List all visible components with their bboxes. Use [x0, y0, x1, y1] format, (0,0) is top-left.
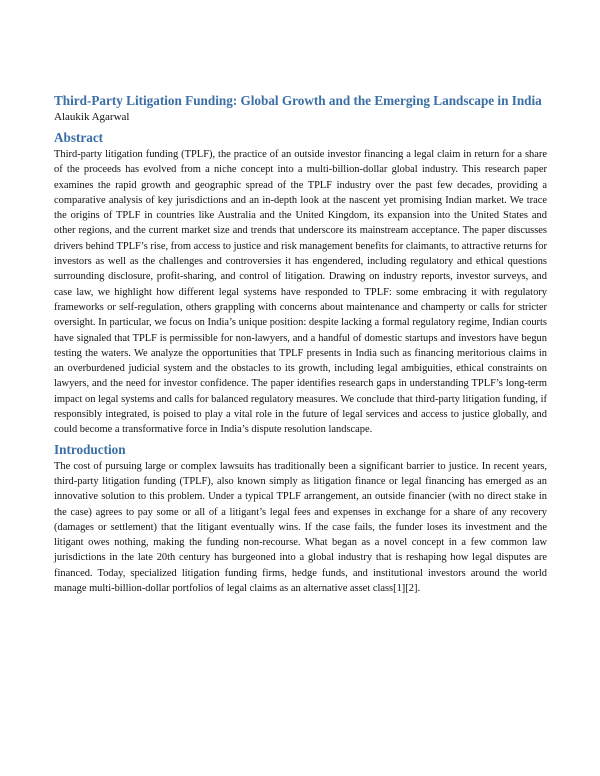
abstract-paragraph: Third-party litigation funding (TPLF), the practice of an outside investor financing a legal claim in return for a share of the proceeds has evolved from a niche concept into a multi-billion-dollar global industry. This research paper examines the rapid growth and geographic spread of the TPLF industry over the past few decades, providing a comparative analysis of key jurisdictions and an in-depth look at the nascent yet promising Indian market. We trace the origins of TPLF in countries like Australia and the United Kingdom, its expansion into the United States and other regions, and the current market size and trends that underscore its mainstream acceptance. The paper discusses drivers behind TPLF’s rise, from access to justice and risk management benefits for claimants, to attractive returns for investors as well as the challenges and controversies it has engendered, including regulatory and ethical questions surrounding disclosure, profit-sharing, and control of litigation. Drawing on industry reports, investor surveys, and case law, we highlight how different legal systems have responded to TPLF: some embracing it with regulatory frameworks or self-regulation, others grappling with concerns about maintenance and champerty or calls for stricter oversight. In particular, we focus on India’s unique position: despite lacking a formal regulatory regime, Indian courts have signaled that TPLF is permissible for non-lawyers, and a handful of domestic startups and investors have begun testing the waters. We analyze the opportunities that TPLF presents in India such as financing meritorious claims in an overburdened judicial system and the obstacles to its growth, including legal ambiguities, ethical constraints on lawyers, and the need for investor confidence. The paper identifies research gaps in understanding TPLF’s long-term impact on legal systems and calls for balanced regulatory measures. We conclude that third-party litigation funding, if responsibly integrated, is poised to play a vital role in the future of legal services and access to justice globally, and could become a transformative force in India’s dispute resolution landscape.: [54, 149, 547, 436]
paper-title: Third-Party Litigation Funding: Global Growth and the Emerging Landscape in India: [54, 93, 542, 108]
introduction-paragraph: The cost of pursuing large or complex lawsuits has traditionally been a significant barrier to justice. In recent years, third-party litigation funding (TPLF), also known simply as litigation finance or legal financing has emerged as an innovative solution to this problem. Under a typical TPLF arrangement, an outside financier (with no direct stake in the case) agrees to pay some or all of a litigant’s legal fees and expenses in exchange for a share of any recovery (damages or settlement) that the litigant eventually wins. If the case fails, the funder loses its investment and the litigant owes nothing, making the funding non-recourse. What began as a novel concept in a few common law jurisdictions in the late 20th century has burgeoned into a global industry that is reshaping how legal disputes are financed. Today, specialized litigation funding firms, hedge funds, and institutional investors around the world manage multi-billion-dollar portfolios of legal claims as an alternative asset class[1][2].: [54, 460, 547, 595]
abstract-heading: Abstract: [54, 130, 104, 145]
paper-page: [54, 92, 547, 600]
author-name: Alaukik Agarwal: [54, 111, 130, 123]
introduction-heading: Introduction: [54, 441, 126, 457]
